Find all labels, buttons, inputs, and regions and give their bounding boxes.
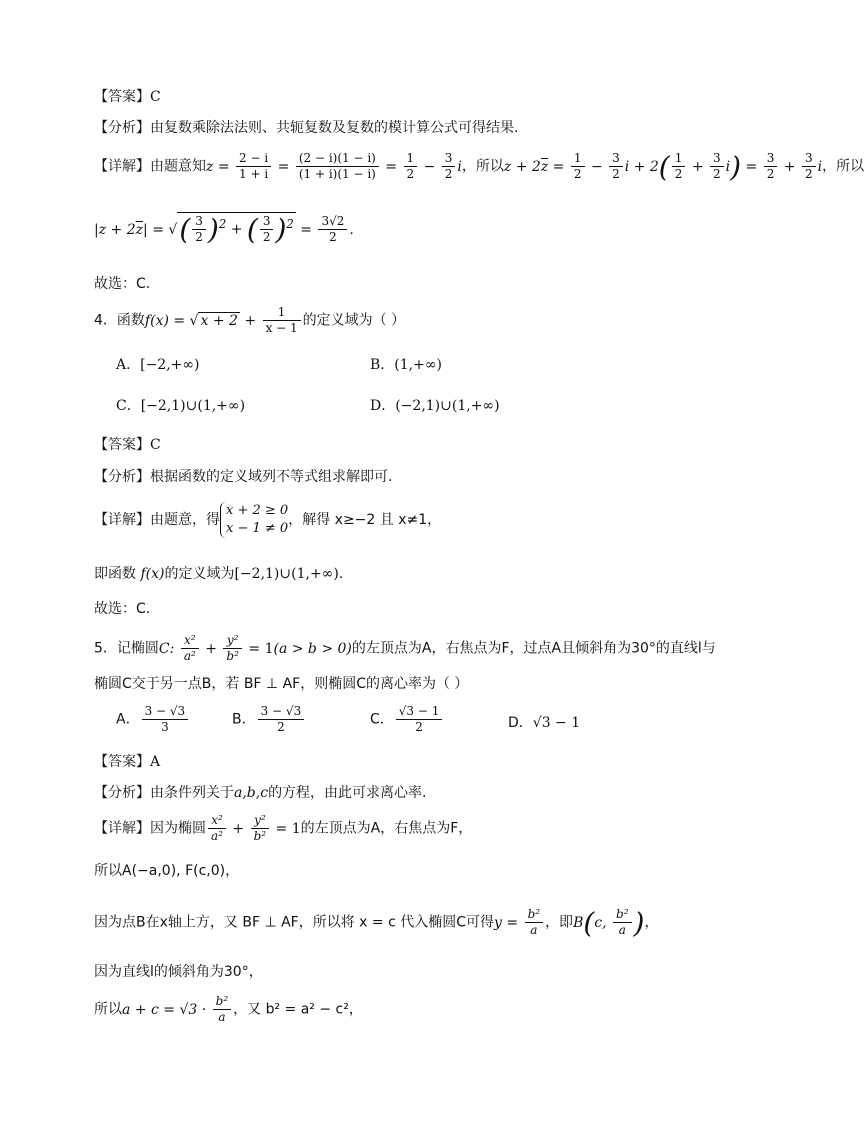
q3-analysis-text: 由复数乘除法法则、共轭复数及复数的模计算公式可得结果.	[150, 120, 519, 136]
q5-detail-line	[94, 813, 734, 844]
analysis-tag: 【分析】	[94, 469, 150, 485]
q5-point-b: B(c, $\frac{\text{b²}}{a}$ )	[573, 906, 645, 939]
q5-ellipse-equation-2: $\frac{\text{x²}}{\text{a²}}$ + $\frac{\text{y²}}{\text{b²}}$ = 1	[206, 821, 301, 837]
q5-stem-line-2: 椭圆C交于另一点B，若 BF ⊥ AF，则椭圆C的离心率为（ ）	[94, 676, 469, 692]
q5-option-d-value: √3 − 1	[532, 715, 581, 731]
detail-tag: 【详解】	[94, 820, 150, 837]
q5-option-c-label: C．	[370, 711, 394, 728]
q4-line2-suffix: .	[338, 566, 344, 582]
q5-points-line: 所以A(−a,0), F(c,0)，	[94, 863, 240, 879]
q4-stem	[94, 305, 734, 336]
answer-tag: 【答案】	[94, 89, 150, 105]
q5-line-b-p1: 因为点B在x轴上方，又 BF ⊥ AF，所以将 x = c 代入椭圆C可得	[94, 914, 495, 931]
q4-system-line-1: x + 2 ≥ 0	[226, 503, 289, 518]
q3-formula-sum: $z + 2\overline{z}$ = $\frac{1}{2}$ − $\frac{3}{2}$ i + 2( $\frac{1}{2}$ + $\frac{3}{2}$ i) = $\frac{3}{2}$ + $\frac{3}{2}$ i	[503, 150, 823, 183]
q5-option-a-label: A．	[116, 711, 140, 728]
q4-domain-value: [−2,1)∪(1,+∞)	[234, 566, 339, 582]
q4-answer-value: C	[150, 437, 161, 453]
detail-tag: 【详解】	[94, 158, 150, 175]
q5-y-formula: y = $\frac{\text{b²}}{a}$	[494, 915, 545, 931]
q3-answer-line	[94, 86, 734, 106]
q5-last-line	[94, 994, 734, 1025]
q4-detail-prefix: 由题意，得	[150, 512, 220, 528]
q4-option-a: A．[−2,+∞)	[116, 357, 200, 373]
q5-option-d-label: D．	[508, 715, 533, 731]
q4-option-b: B．(1,+∞)	[370, 357, 442, 373]
q5-answer-value: A	[150, 754, 161, 770]
q4-detail-suffix: ，解得 x≥−2 且 x≠1，	[288, 512, 442, 528]
q5-option-d	[508, 712, 580, 732]
q4-inequality-system	[220, 502, 288, 538]
analysis-tag: 【分析】	[94, 785, 150, 801]
q5-option-b	[232, 704, 306, 735]
q3-answer-value: C	[150, 89, 161, 105]
q5-analysis-p1: 由条件列关于	[150, 785, 234, 801]
q5-option-c	[370, 704, 444, 735]
q4-detail-line	[94, 502, 734, 538]
analysis-tag: 【分析】	[94, 120, 150, 136]
q4-function-formula: f(x) = √ x + 2 + $\frac{1}{x - 1}$	[145, 313, 303, 329]
q5-option-a-value: $\frac{3 - √3}{3}$	[142, 704, 189, 735]
q5-option-b-value: $\frac{3 - √3}{2}$	[258, 704, 305, 735]
q5-ellipse-equation: C: $\frac{\text{x²}}{\text{a²}}$ + $\frac{\text{y²}}{\text{b²}}$ = 1(a > b > 0)	[158, 633, 352, 663]
q4-option-c: C．[−2,1)∪(1,+∞)	[116, 398, 246, 414]
q4-analysis-line	[94, 466, 734, 486]
q5-analysis-line	[94, 782, 734, 802]
q4-domain-line	[94, 563, 734, 583]
q5-detail-p2: 的左顶点为A，右焦点为F，	[300, 820, 473, 837]
q3-detail-suffix: ，所以	[822, 158, 864, 175]
q5-point-b-line: 因为点B在x轴上方，又 BF ⊥ AF，所以将 x = c 代入椭圆C可得y = $\frac{\text{b²}}{a}$ ，即B(c, $\frac{\text{b²}}{a}$ )，	[94, 906, 659, 939]
q5-option-b-label: B．	[232, 711, 256, 728]
q3-detail-mid: ，所以	[461, 158, 504, 175]
q3-modulus-line	[94, 212, 734, 246]
q4-analysis-text: 根据函数的定义域列不等式组求解即可.	[150, 469, 393, 485]
q4-option-d: D．(−2,1)∪(1,+∞)	[370, 398, 500, 414]
q5-option-c-value: $\frac{√3 - 1}{2}$	[396, 704, 443, 735]
q5-stem-line-1	[94, 633, 734, 664]
q3-detail-prefix: 由题意知	[150, 158, 206, 175]
q3-detail-line	[94, 150, 864, 183]
q5-last-p1: 所以	[94, 1001, 122, 1018]
q4-system-line-2: x − 1 ≠ 0	[226, 521, 289, 536]
q5-option-a	[116, 704, 190, 735]
q3-formula-modulus: $|z + 2\overline{z}|$ = √( $\frac{3}{2}$ )$^2$ + ( $\frac{3}{2}$ )$^2$ = $\frac{3√2}{2}$ .	[94, 213, 354, 246]
answer-tag: 【答案】	[94, 437, 150, 453]
q5-answer-line	[94, 751, 734, 771]
q5-stem-part-2: 的左顶点为A，右焦点为F，过点A且倾斜角为30°的直线l与	[351, 640, 716, 657]
q4-line2-mid: 的定义域为	[164, 566, 235, 582]
q4-stem-prefix: 4．函数	[94, 312, 145, 329]
q5-analysis-p2: 的方程，由此可求离心率.	[268, 785, 427, 801]
q4-line2-prefix: 即函数	[94, 566, 136, 582]
answer-tag: 【答案】	[94, 754, 150, 770]
q5-analysis-vars: a,b,c	[234, 785, 269, 801]
q5-line-b-p2: ，即	[545, 914, 574, 931]
q5-detail-p1: 因为椭圆	[150, 820, 206, 837]
q3-formula-z: z = $\frac{2 - i}{1 + i}$ = $\frac{(2 - i)(1 - i)}{(1 + i)(1 - i)}$ = $\frac{1}{2}$ − $\frac{3}{2}$ i	[206, 151, 462, 181]
q5-stem-part-1: 5．记椭圆	[94, 640, 159, 657]
q3-analysis-line	[94, 117, 734, 137]
q4-stem-suffix: 的定义域为（ ）	[302, 312, 406, 329]
detail-tag: 【详解】	[94, 512, 150, 528]
q5-angle-line: 因为直线l的倾斜角为30°，	[94, 964, 263, 980]
q3-conclusion: 故选：C.	[94, 276, 151, 292]
q4-function-symbol: f(x)	[140, 566, 165, 582]
q5-slope-equation: a + c = √3 · $\frac{\text{b²}}{a}$	[122, 1002, 233, 1018]
q4-answer-line	[94, 434, 734, 454]
q4-conclusion: 故选：C.	[94, 601, 151, 617]
q5-last-p2: ，又 b² = a² − c²，	[233, 1001, 363, 1018]
